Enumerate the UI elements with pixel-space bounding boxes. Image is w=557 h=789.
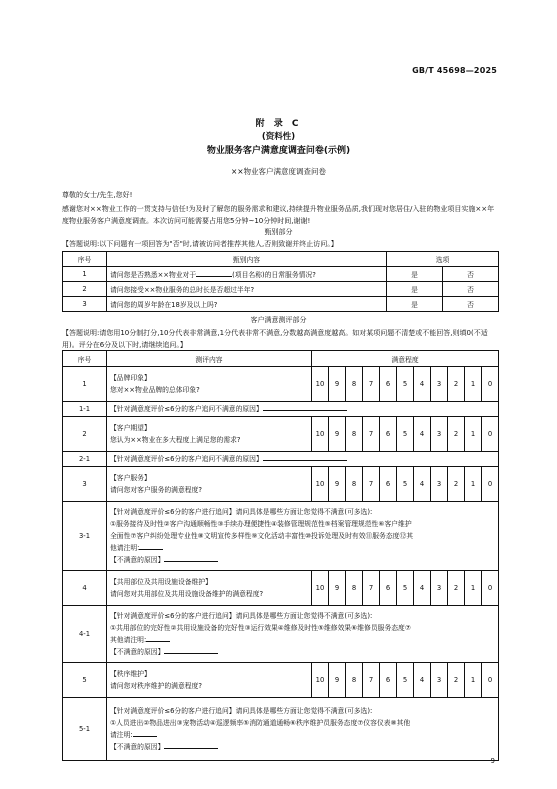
followup-line: ①服务接待及时性②客户沟通顺畅性③手续办理便捷性④装修管理规范性⑤档案管理规范性⑥客户维护 xyxy=(110,520,412,528)
row-no: 5-1 xyxy=(63,698,107,761)
followup-line: 全面性⑦客户纠纷处理专业性⑧文明宣传多样性⑨文化活动丰富性⑩投诉处理及时有效⑪服务态度⑫其 xyxy=(110,532,414,540)
item-title: 【客户期望】 xyxy=(110,424,151,432)
option-yes[interactable]: 是 xyxy=(387,267,443,282)
score-option-2[interactable]: 2 xyxy=(448,417,465,452)
score-option-5[interactable]: 5 xyxy=(397,417,414,452)
score-option-0[interactable]: 0 xyxy=(482,367,499,402)
score-option-9[interactable]: 9 xyxy=(329,571,346,606)
other-blank[interactable] xyxy=(146,641,170,642)
score-option-3[interactable]: 3 xyxy=(431,663,448,698)
row-no: 3-1 xyxy=(63,502,107,571)
score-option-10[interactable]: 10 xyxy=(312,467,329,502)
score-option-8[interactable]: 8 xyxy=(346,663,363,698)
score-option-4[interactable]: 4 xyxy=(414,571,431,606)
other-blank[interactable] xyxy=(139,549,163,550)
row-no: 2 xyxy=(63,282,107,297)
row-no: 2 xyxy=(63,417,107,452)
score-option-1[interactable]: 1 xyxy=(465,367,482,402)
score-option-6[interactable]: 6 xyxy=(380,663,397,698)
followup-line: 其他请注明: xyxy=(110,634,495,646)
item-title: 【客户服务】 xyxy=(110,474,151,482)
evaluation-row xyxy=(63,606,499,663)
score-option-6[interactable]: 6 xyxy=(380,571,397,606)
followup-line: 【针对满意度评价≤6分的客户进行追问】请问具体是哪些方面让您觉得不满意(可多选): xyxy=(110,508,373,516)
evaluation-row xyxy=(63,663,499,698)
score-option-9[interactable]: 9 xyxy=(329,367,346,402)
score-option-2[interactable]: 2 xyxy=(448,571,465,606)
row-question: 请问您是否熟悉××物业对于 (项目名称)的日常服务情况? xyxy=(107,267,387,282)
row-no: 1-1 xyxy=(63,402,107,417)
row-no: 3 xyxy=(63,467,107,502)
header-satisfaction: 满意程度 xyxy=(312,351,499,367)
screening-note: 【答题说明:以下问题有一项回答为"否"时,请被访问者推荐其他人,否则致谢并终止访问。】 xyxy=(62,240,338,248)
page-number: 9 xyxy=(490,757,495,765)
followup-content xyxy=(107,606,499,663)
followup-line: 【针对满意度评价≤6分的客户进行追问】请问具体是哪些方面让您觉得不满意(可多选): xyxy=(110,707,373,715)
row-content xyxy=(107,367,312,402)
row-no: 5 xyxy=(63,663,107,698)
score-option-5[interactable]: 5 xyxy=(397,467,414,502)
item-question: 您认为××物业在多大程度上满足您的需求? xyxy=(110,436,241,444)
score-option-7[interactable]: 7 xyxy=(363,367,380,402)
evaluation-row xyxy=(63,452,499,467)
score-option-8[interactable]: 8 xyxy=(346,417,363,452)
option-no[interactable]: 否 xyxy=(443,282,499,297)
header-no: 序号 xyxy=(63,252,107,267)
row-no: 4-1 xyxy=(63,606,107,663)
evaluation-row xyxy=(63,571,499,606)
option-no[interactable]: 否 xyxy=(443,267,499,282)
followup-content xyxy=(107,502,499,571)
evaluation-row xyxy=(63,467,499,502)
screening-section-title: 甄别部分 xyxy=(264,228,293,236)
reason-blank[interactable] xyxy=(164,748,218,749)
row-content xyxy=(107,571,312,606)
reason-line: 【不满意的原因】 xyxy=(110,741,495,753)
row-content xyxy=(107,663,312,698)
header-options: 选项 xyxy=(387,252,499,267)
row-content xyxy=(107,417,312,452)
item-title: 【秩序维护】 xyxy=(110,670,151,678)
followup-content: 【针对满意度评价≤6分的客户追问不满意的原因】 xyxy=(107,452,499,467)
appendix-main-title: 物业服务客户满意度调查问卷(示例) xyxy=(206,146,351,156)
score-option-5[interactable]: 5 xyxy=(397,571,414,606)
row-question: 请问您接受××物业服务的总时长是否超过半年? xyxy=(107,282,387,297)
score-option-0[interactable]: 0 xyxy=(482,417,499,452)
score-option-3[interactable]: 3 xyxy=(431,467,448,502)
other-blank[interactable] xyxy=(133,736,157,737)
evaluation-row xyxy=(63,367,499,402)
score-option-4[interactable]: 4 xyxy=(414,417,431,452)
greeting: 尊敬的女士/先生,您好! xyxy=(62,191,133,199)
row-content xyxy=(107,467,312,502)
score-option-7[interactable]: 7 xyxy=(363,663,380,698)
screening-table xyxy=(62,251,499,312)
score-option-2[interactable]: 2 xyxy=(448,367,465,402)
score-option-3[interactable]: 3 xyxy=(431,417,448,452)
reason-blank[interactable] xyxy=(164,653,218,654)
reason-line: 【不满意的原因】 xyxy=(110,554,495,566)
screening-header-row xyxy=(63,252,499,267)
score-option-3[interactable]: 3 xyxy=(431,367,448,402)
intro-paragraph: 感谢您对××物业工作的一贯支持与信任!为及时了解您的服务需求和建议,持续提升物业服务品质,我们现对您居住/入驻的物业项目实施××年度物业服务客户满意度调查。本次访问可能需要占用您5分钟~10分钟时间,谢谢! xyxy=(62,205,495,225)
item-question: 请问您对共用部位及共用设施设备维护的满意程度? xyxy=(110,590,264,598)
item-question: 您对××物业品牌的总体印象? xyxy=(110,386,200,394)
score-option-5[interactable]: 5 xyxy=(397,663,414,698)
followup-line: 【针对满意度评价≤6分的客户进行追问】请问具体是哪些方面让您觉得不满意(可多选): xyxy=(110,612,373,620)
evaluation-header-row xyxy=(63,351,499,367)
row-no: 2-1 xyxy=(63,452,107,467)
score-option-1[interactable]: 1 xyxy=(465,417,482,452)
score-option-4[interactable]: 4 xyxy=(414,367,431,402)
item-question: 请问您对客户服务的满意程度? xyxy=(110,486,202,494)
followup-content: 【针对满意度评价≤6分的客户追问不满意的原因】 xyxy=(107,402,499,417)
evaluation-row xyxy=(63,502,499,571)
item-question: 请问您对秩序维护的满意程度? xyxy=(110,682,202,690)
score-option-6[interactable]: 6 xyxy=(380,417,397,452)
score-option-8[interactable]: 8 xyxy=(346,571,363,606)
score-option-6[interactable]: 6 xyxy=(380,367,397,402)
score-option-10[interactable]: 10 xyxy=(312,571,329,606)
score-option-7[interactable]: 7 xyxy=(363,417,380,452)
score-option-1[interactable]: 1 xyxy=(465,663,482,698)
evaluation-note: 【答题说明:请您用10分制打分,10分代表非常满意,1分代表非常不满意,分数越高满意度越高。如对某项问题不清楚或不能回答,则填0(不适用)。评分在6分及以下时,请继续追问。】 xyxy=(62,329,488,349)
reason-blank[interactable] xyxy=(263,410,347,411)
score-option-2[interactable]: 2 xyxy=(448,467,465,502)
header-content: 甄别内容 xyxy=(107,252,387,267)
score-option-6[interactable]: 6 xyxy=(380,467,397,502)
item-title: 【共用部位及共用设施设备维护】 xyxy=(110,578,212,586)
score-option-0[interactable]: 0 xyxy=(482,571,499,606)
score-option-10[interactable]: 10 xyxy=(312,663,329,698)
score-option-9[interactable]: 9 xyxy=(329,467,346,502)
score-option-3[interactable]: 3 xyxy=(431,571,448,606)
score-option-1[interactable]: 1 xyxy=(465,467,482,502)
followup-line: 他请注明: xyxy=(110,542,495,554)
evaluation-section-title: 客户满意测评部分 xyxy=(250,316,307,324)
appendix-nature: (资料性) xyxy=(261,132,296,142)
score-option-4[interactable]: 4 xyxy=(414,467,431,502)
score-option-9[interactable]: 9 xyxy=(329,663,346,698)
reason-blank[interactable] xyxy=(263,460,347,461)
header-content: 测评内容 xyxy=(107,351,312,367)
row-no: 4 xyxy=(63,571,107,606)
followup-line: ①人员进出②物品进出③宠物活动④巡逻频率⑤消防通道通畅⑥秩序维护员服务态度⑦仪容仪表⑧其他 xyxy=(110,719,411,727)
option-no[interactable]: 否 xyxy=(443,297,499,312)
project-name-blank[interactable] xyxy=(196,276,232,277)
row-no: 1 xyxy=(63,367,107,402)
score-option-8[interactable]: 8 xyxy=(346,367,363,402)
evaluation-row xyxy=(63,698,499,761)
standard-number: GB/T 45698—2025 xyxy=(412,66,497,75)
item-title: 【品牌印象】 xyxy=(110,374,151,382)
score-option-4[interactable]: 4 xyxy=(414,663,431,698)
questionnaire-title: ××物业客户满意度调查问卷 xyxy=(230,167,327,176)
followup-content xyxy=(107,698,499,761)
reason-line: 【不满意的原因】 xyxy=(110,646,495,658)
screening-row xyxy=(63,282,499,297)
row-question: 请问您的周岁年龄在18岁及以上吗? xyxy=(107,297,387,312)
evaluation-row xyxy=(63,402,499,417)
row-no: 1 xyxy=(63,267,107,282)
followup-line: ①共用部位的完好性②共用设施设备的完好性③运行效果④维修及时性⑤维修效果⑥维修员服务态度⑦ xyxy=(110,624,411,632)
score-option-2[interactable]: 2 xyxy=(448,663,465,698)
score-option-7[interactable]: 7 xyxy=(363,571,380,606)
score-option-8[interactable]: 8 xyxy=(346,467,363,502)
row-no: 3 xyxy=(63,297,107,312)
score-option-9[interactable]: 9 xyxy=(329,417,346,452)
header-no: 序号 xyxy=(63,351,107,367)
screening-row xyxy=(63,297,499,312)
reason-blank[interactable] xyxy=(164,561,218,562)
score-option-0[interactable]: 0 xyxy=(482,467,499,502)
screening-row xyxy=(63,267,499,282)
score-option-7[interactable]: 7 xyxy=(363,467,380,502)
option-yes[interactable]: 是 xyxy=(387,282,443,297)
score-option-1[interactable]: 1 xyxy=(465,571,482,606)
evaluation-row xyxy=(63,417,499,452)
score-option-10[interactable]: 10 xyxy=(312,367,329,402)
followup-line: 请注明: xyxy=(110,729,495,741)
appendix-title: 附 录 C xyxy=(255,119,302,129)
option-yes[interactable]: 是 xyxy=(387,297,443,312)
evaluation-table xyxy=(62,350,499,761)
score-option-5[interactable]: 5 xyxy=(397,367,414,402)
score-option-10[interactable]: 10 xyxy=(312,417,329,452)
score-option-0[interactable]: 0 xyxy=(482,663,499,698)
